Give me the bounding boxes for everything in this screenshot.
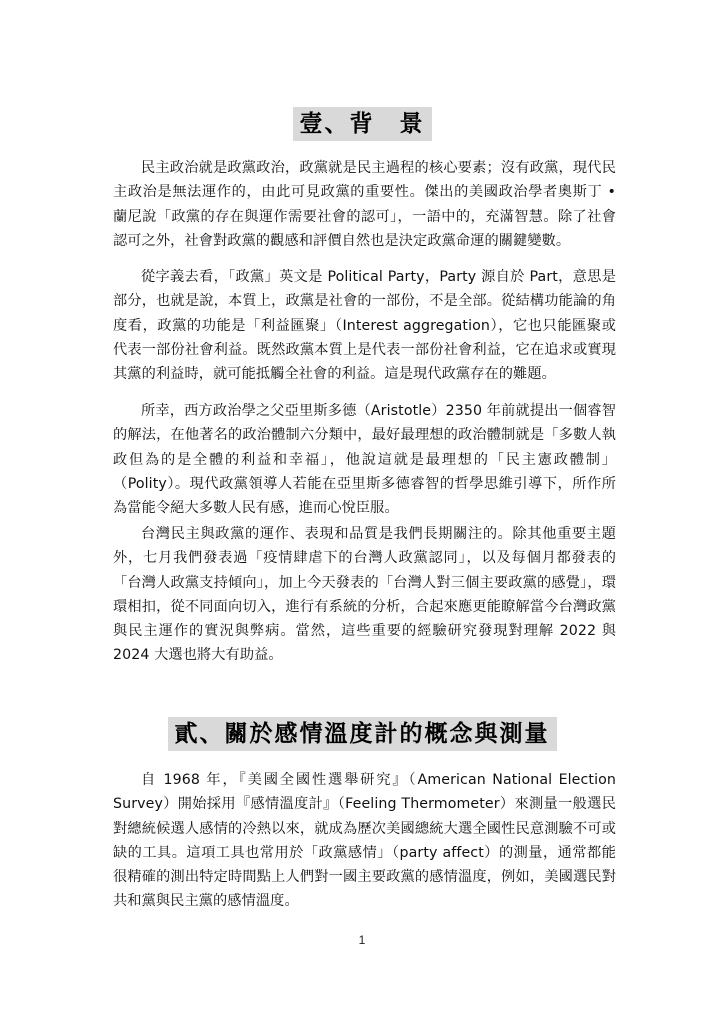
page-number: 1 (358, 933, 366, 947)
paragraph: 從字義去看，「政黨」英文是 Political Party，Party 源自於 Part，意思是部分，也就是說，本質上，政黨是社會的一部份，不是全部。從結構功能論的角度看，政黨的功能是「利益匯聚」（Interest aggregation），它也只能匯聚或代表一部份社會利益。既然政黨本質上是代表一部份社會利益，它在追求或實現其黨的利益時，就可能抵觸全社會的利益。這是現代政黨存在的難題。 (113, 269, 616, 383)
paragraph: 台灣民主與政黨的運作、表現和品質是我們長期關注的。除其他重要主題外，七月我們發表過「疫情肆虐下的台灣人政黨認同」，以及每個月都發表的「台灣人政黨支持傾向」，加上今天發表的「台灣人對三個主要政黨的感覺」，環環相扣，從不同面向切入，進行有系統的分析，合起來應更能瞭解當今台灣政黨與民主運作的實況與弊病。當然，這些重要的經驗研究發現對理解 2022 與 2024 大選也將大有助益。 (113, 526, 616, 664)
section-heading-methodology (0, 717, 724, 751)
section-title: 壹、背 景 (293, 107, 432, 141)
paragraph: 所幸，西方政治學之父亞里斯多德（Aristotle）2350 年前就提出一個睿智的解法，在他著名的政治體制六分類中，最好最理想的政治體制就是「多數人執政但為的是全體的利益和幸福」，他說這就是最理想的「民主憲政體制」（Polity）。現代政黨領導人若能在亞里斯多德睿智的哲學思維引導下，所作所為當能令絕大多數人民有感，進而心悅臣服。 (113, 403, 616, 517)
section-title: 貳、關於感情溫度計的概念與測量 (168, 717, 557, 751)
section-heading-background (0, 107, 724, 141)
paragraph: 民主政治就是政黨政治，政黨就是民主過程的核心要素；沒有政黨，現代民主政治是無法運作的，由此可見政黨的重要性。傑出的美國政治學者奧斯丁 • 蘭尼說「政黨的存在與運作需要社會的認可」，一語中的，充滿智慧。除了社會認可之外，社會對政黨的觀感和評價自然也是決定政黨命運的關鍵變數。 (113, 160, 616, 249)
paragraph: 自 1968 年，『美國全國性選舉研究』（American National Election Survey）開始採用『感情溫度計』（Feeling Thermometer）來測量一般選民對總統候選人感情的冷熱以來，就成為歷次美國總統大選全國性民意測驗不可或缺的工具。這項工具也常用於「政黨感情」（party affect）的測量，通常都能很精確的測出特定時間點上人們對一國主要政黨的感情溫度，例如，美國選民對共和黨與民主黨的感情溫度。 (113, 772, 616, 910)
